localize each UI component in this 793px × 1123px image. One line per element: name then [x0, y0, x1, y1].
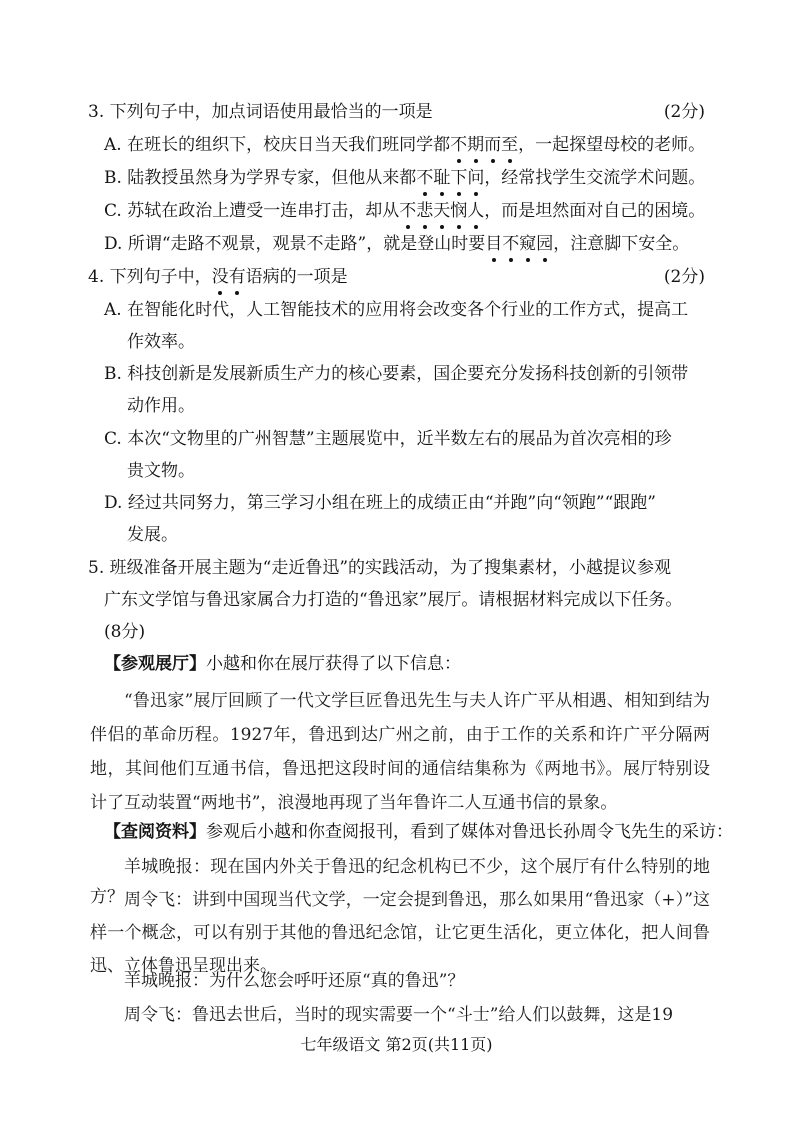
emphasis-char: 没 [211, 267, 229, 287]
stem-text: 语病的一项是 [245, 267, 348, 287]
emphasis-char: 天 [433, 201, 451, 221]
q4-option-a-line2: 作效率。 [127, 332, 195, 352]
emphasis-char: 下 [450, 168, 468, 188]
q4-option-b-line2: 动作用。 [127, 396, 195, 416]
q4-option-d-line1: D. 经过共同努力，第三学习小组在班上的成绩正由“并跑”向“领跑”“跟跑” [104, 493, 656, 513]
emphasis-char: 耻 [433, 168, 451, 188]
emphasis-char: 目 [485, 234, 503, 254]
emphasis-char: 期 [467, 135, 485, 155]
section-visit [104, 652, 461, 676]
section-research [104, 820, 733, 844]
q3-option-d [104, 232, 689, 256]
q4-option-c-line1: C. 本次“文物里的广州智慧”主题展览中，近半数左右的展品为首次亮相的珍 [104, 429, 672, 449]
q4-score: (2分) [663, 267, 705, 287]
option-text: ，注意脚下安全。 [553, 234, 690, 254]
option-text: D. 所谓“走路不观景，观景不走路”，就是登山时要 [104, 234, 486, 254]
dotted-word [399, 201, 484, 221]
q4-option-b-line1: B. 科技创新是发展新质生产力的核心要素，国企要充分发扬科技创新的引领带 [104, 364, 689, 384]
emphasis-char: 有 [228, 267, 246, 287]
option-text: B. 陆教授虽然身为学界专家，但他从来都 [104, 168, 417, 188]
dotted-word [416, 168, 484, 188]
interview-line: 羊城晚报：现在国内外关于鲁迅的纪念机构已不少，这个展厅有什么特别的地方？ [90, 857, 710, 907]
emphasis-char: 至 [501, 135, 519, 155]
emphasis-char: 不 [502, 234, 520, 254]
q3-score: (2分) [663, 102, 705, 122]
q4-option-a-line1: A. 在智能化时代，人工智能技术的应用将会改变各个行业的工作方式，提高工 [104, 300, 689, 320]
stem-text: 4. 下列句子中， [88, 267, 212, 287]
dotted-word [450, 135, 518, 155]
emphasis-char: 而 [484, 135, 502, 155]
q3-option-a [104, 133, 705, 157]
q4-option-c-line2: 贵文物。 [127, 461, 195, 481]
q5-stem-line1: 5. 班级准备开展主题为“走近鲁迅”的实践活动，为了搜集素材，小越提议参观 [88, 558, 672, 578]
emphasis-char: 悲 [416, 201, 434, 221]
page-footer: 七年级语文 第2页(共11页) [300, 1035, 493, 1054]
emphasis-char: 人 [467, 201, 485, 221]
section-tag: 【参观展厅】 [104, 654, 206, 674]
emphasis-char: 不 [416, 168, 434, 188]
q5-score: (8分) [104, 622, 146, 642]
option-text: ，经常找学生交流学术问题。 [484, 168, 706, 188]
q4-option-d-line2: 发展。 [127, 525, 178, 545]
interview-line: 周令飞：鲁迅去世后，当时的现实需要一个“斗士”给人们以鼓舞，这是19 [124, 1005, 674, 1025]
section-tag: 【查阅资料】 [104, 822, 206, 842]
option-text: A. 在班长的组织下，校庆日当天我们班同学都 [104, 135, 451, 155]
emphasis-char: 悯 [450, 201, 468, 221]
option-text: C. 苏轼在政治上遭受一连串打击，却从 [104, 201, 400, 221]
emphasis-char: 园 [536, 234, 554, 254]
q3-option-b [104, 166, 705, 190]
q4-stem [88, 265, 348, 289]
emphasis-char: 不 [399, 201, 417, 221]
interview-line: 羊城晚报：为什么您会呼吁还原“真的鲁迅”？ [124, 971, 465, 991]
emphasis-char: 问 [467, 168, 485, 188]
interview-line: 周令飞：讲到中国现当代文学，一定会提到鲁迅，那么如果用“鲁迅家（+）”这样一个概念，可以有别于其他的鲁迅纪念馆，让它更生活化，更立体化，把人间鲁迅、立体鲁迅呈现出来。 [90, 890, 710, 976]
emphasis-char: 不 [450, 135, 468, 155]
material-exhibition: “鲁迅家”展厅回顾了一代文学巨匠鲁迅先生与夫人许广平从相遇、相知到结为伴侣的革命历程。1927年，鲁迅到达广州之前，由于工作的关系和许广平分隔两地，其间他们互通书信，鲁迅把这段时间的通信结集称为《两地书》。展厅特别设计了互动装置“两地书”，浪漫地再现了当年鲁许二人互通书信的景象。 [90, 691, 710, 813]
dotted-word [212, 267, 246, 287]
dotted-word [485, 234, 553, 254]
q3-stem: 3. 下列句子中，加点词语使用最恰当的一项是 [88, 102, 433, 122]
q3-option-c [104, 199, 705, 223]
option-text: ，而是坦然面对自己的困境。 [484, 201, 706, 221]
option-text: ，一起探望母校的老师。 [518, 135, 706, 155]
section-text: 参观后小越和你查阅报刊，看到了媒体对鲁迅长孙周令飞先生的采访： [206, 822, 733, 842]
emphasis-char: 窥 [519, 234, 537, 254]
q5-stem-line2: 广东文学馆与鲁迅家属合力打造的“鲁迅家”展厅。请根据材料完成以下任务。 [104, 590, 683, 610]
section-text: 小越和你在展厅获得了以下信息： [206, 654, 461, 674]
